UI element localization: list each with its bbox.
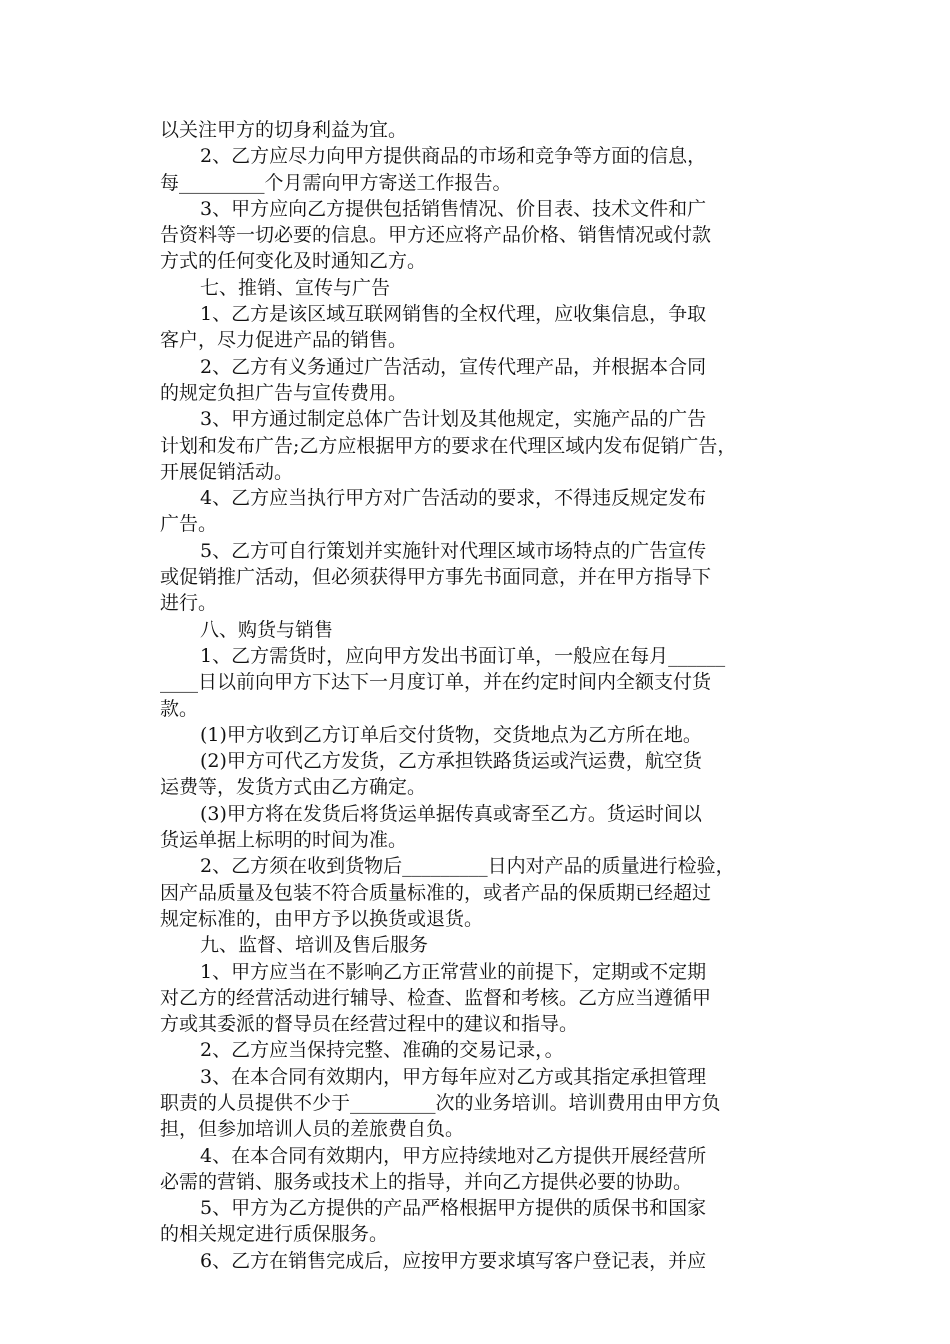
text-line: 2、乙方有义务通过广告活动，宣传代理产品，并根据本合同 (200, 355, 707, 378)
text-line: 5、甲方为乙方提供的产品严格根据甲方提供的质保书和国家 (200, 1197, 707, 1220)
text-line: 开展促销活动。 (160, 460, 294, 483)
text-line: 进行。 (160, 592, 218, 615)
text-line: (3)甲方将在发货后将货运单据传真或寄至乙方。货运时间以 (200, 802, 702, 825)
text-line: 2、乙方应尽力向甲方提供商品的市场和竞争等方面的信息， (200, 145, 707, 168)
document-body (160, 117, 814, 1274)
text-line: 告资料等一切必要的信息。甲方还应将产品价格、销售情况或付款 (160, 224, 712, 247)
text-line: 计划和发布广告;乙方应根据甲方的要求在代理区域内发布促销广告， (160, 434, 737, 457)
text-line: 对乙方的经营活动进行辅导、检查、监督和考核。乙方应当遵循甲 (160, 986, 712, 1009)
text-line: 或促销推广活动，但必须获得甲方事先书面同意，并在甲方指导下 (160, 566, 712, 589)
text-line: 2、乙方应当保持完整、准确的交易记录，。 (200, 1039, 564, 1062)
text-line: 1、甲方应当在不影响乙方正常营业的前提下，定期或不定期 (200, 960, 707, 983)
text-line: 2、乙方须在收到货物后_________日内对产品的质量进行检验， (200, 855, 735, 878)
text-line: 七、推销、宣传与广告 (200, 276, 391, 299)
text-line: 1、乙方需货时，应向甲方发出书面订单，一般应在每月______ (200, 644, 726, 667)
text-line: ____日以前向甲方下达下一月度订单，并在约定时间内全额支付货 (160, 671, 712, 694)
text-line: 广告。 (160, 513, 218, 536)
text-line: 每_________个月需向甲方寄送工作报告。 (160, 171, 512, 194)
text-line: 方或其委派的督导员在经营过程中的建议和指导。 (160, 1013, 579, 1036)
text-line: 4、在本合同有效期内，甲方应持续地对乙方提供开展经营所 (200, 1144, 707, 1167)
text-line: 3、甲方通过制定总体广告计划及其他规定，实施产品的广告 (200, 408, 707, 431)
text-line: 1、乙方是该区域互联网销售的全权代理，应收集信息，争取 (200, 303, 707, 326)
text-line: 货运单据上标明的时间为准。 (160, 829, 408, 852)
text-line: 4、乙方应当执行甲方对广告活动的要求，不得违反规定发布 (200, 487, 707, 510)
text-line: 八、购货与销售 (200, 618, 334, 641)
text-line: 必需的营销、服务或技术上的指导，并向乙方提供必要的协助。 (160, 1170, 693, 1193)
text-line: 客户，尽力促进产品的销售。 (160, 329, 408, 352)
text-line: (1)甲方收到乙方订单后交付货物，交货地点为乙方所在地。 (200, 723, 702, 746)
text-line: 规定标准的，由甲方予以换货或退货。 (160, 907, 484, 930)
text-line: 5、乙方可自行策划并实施针对代理区域市场特点的广告宣传 (200, 539, 707, 562)
text-line: 6、乙方在销售完成后，应按甲方要求填写客户登记表，并应 (200, 1249, 707, 1272)
text-line: 九、监督、培训及售后服务 (200, 934, 429, 957)
text-line: 方式的任何变化及时通知乙方。 (160, 250, 427, 273)
text-line: (2)甲方可代乙方发货，乙方承担铁路货运或汽运费，航空货 (200, 750, 702, 773)
text-line: 因产品质量及包装不符合质量标准的，或者产品的保质期已经超过 (160, 881, 712, 904)
text-line: 运费等，发货方式由乙方确定。 (160, 776, 427, 799)
text-line: 担，但参加培训人员的差旅费自负。 (160, 1118, 465, 1141)
text-line: 的规定负担广告与宣传费用。 (160, 381, 408, 404)
text-line: 以关注甲方的切身利益为宜。 (160, 119, 408, 141)
text-line: 3、在本合同有效期内，甲方每年应对乙方或其指定承担管理 (200, 1065, 707, 1088)
text-line: 款。 (160, 697, 199, 720)
text-line: 3、甲方应向乙方提供包括销售情况、价目表、技术文件和广 (200, 197, 707, 220)
text-line: 的相关规定进行质保服务。 (160, 1223, 389, 1246)
text-line: 职责的人员提供不少于_________次的业务培训。培训费用由甲方负 (160, 1091, 721, 1114)
